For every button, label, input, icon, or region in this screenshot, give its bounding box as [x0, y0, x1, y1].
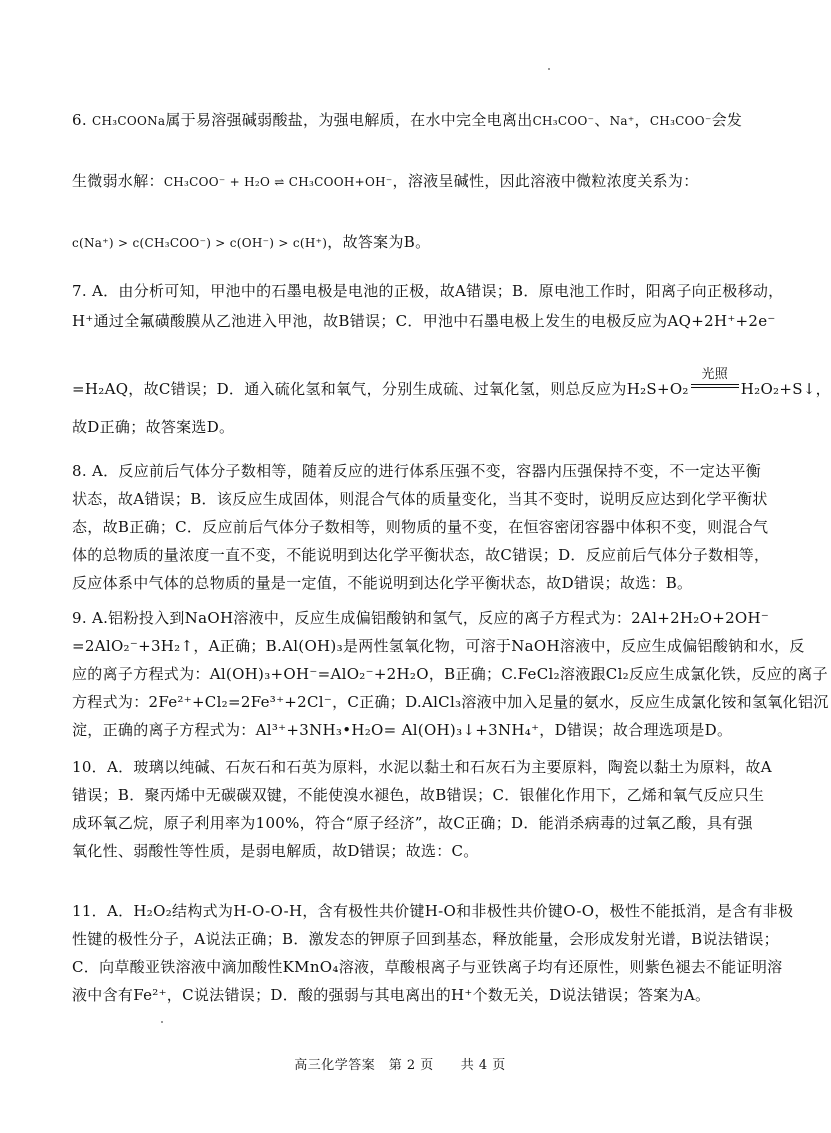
answer-7-line-3: =H₂AQ，故C错误；D．通入硫化氢和氧气，分别生成硫、过氧化氢，则总反应为H₂S+O₂ 光照 H₂O₂+S↓，: [72, 374, 732, 404]
formula-acetate: CH₃COO⁻: [532, 114, 595, 128]
answer-8-line: 8. A．反应前后气体分子数相等，随着反应的进行体系压强不变，容器内压强保持不变，不一定达平衡: [72, 462, 762, 480]
answer-8-line: 反应体系中气体的总物质的量是一定值，不能说明到达化学平衡状态，故D错误；故选：B。: [72, 574, 693, 592]
answer-9-line: 淀，正确的离子方程式为：Al³⁺+3NH₃•H₂O= Al(OH)₃↓+3NH₄⁺，D错误；故合理选项是D。: [72, 721, 733, 739]
answer-8: [72, 457, 770, 597]
formula-ch3coona: CH₃COONa: [91, 114, 166, 128]
answer-7: [72, 276, 831, 442]
answer-11-line: C．向草酸亚铁溶液中滴加酸性KMnO₄溶液，草酸根离子与亚铁离子均有还原性，则紫色褪去不能证明溶: [72, 958, 783, 976]
answer-11-line: 液中含有Fe²⁺，C说法错误；D．酸的强弱与其电离出的H⁺个数无关，D说法错误；答案为A。: [72, 986, 711, 1004]
formula-sodium-ion: Na⁺: [609, 114, 635, 128]
answer-6: [72, 104, 743, 259]
answer-10-line: 成环氧乙烷，原子利用率为100%，符合“原子经济”，故C正确；D．能消杀病毒的过氧乙酸，具有强: [72, 814, 753, 832]
condition-label: 光照: [701, 367, 729, 382]
scan-speck: [548, 68, 550, 70]
answer-9-line: =2AlO₂⁻+3H₂↑，A正确；B.Al(OH)₃是两性氢氧化物，可溶于NaOH溶液中，反应生成偏铝酸钠和水，反: [72, 637, 805, 655]
answer-7-line-4: 故D正确；故答案选D。: [72, 418, 235, 436]
answer-10-line: 10．A．玻璃以纯碱、石灰石和石英为原料，水泥以黏土和石灰石为主要原料，陶瓷以黏土为原料，故A: [72, 758, 772, 776]
hydrolysis-equation: CH₃COO⁻ + H₂O ⇌ CH₃COOH+OH⁻: [163, 175, 393, 189]
answer-6-line-1: 6. CH₃COONa属于易溶强碱弱酸盐，为强电解质，在水中完全电离出CH₃COO⁻、Na⁺，CH₃COO⁻会发: [72, 111, 743, 129]
scan-speck: [161, 1021, 163, 1023]
answer-7-line-1: 7. A．由分析可知，甲池中的石墨电极是电池的正极，故A错误；B．原电池工作时，阳离子向正极移动，: [72, 282, 784, 300]
answer-11: [72, 897, 794, 1009]
answer-6-line-3: c(Na⁺) > c(CH₃COO⁻) > c(OH⁻) > c(H⁺)，故答案为B。: [72, 233, 431, 251]
answer-9: [72, 604, 829, 744]
answer-9-line: 应的离子方程式为：Al(OH)₃+OH⁻=AlO₂⁻+2H₂O，B正确；C.FeCl₂溶液跟Cl₂反应生成氯化铁，反应的离子: [72, 665, 828, 683]
answer-7-line-2: H⁺通过全氟磺酸膜从乙池进入甲池，故B错误；C．甲池中石墨电极上发生的电极反应为AQ+2H⁺+2e⁻: [72, 312, 776, 330]
answer-9-line: 方程式为：2Fe²⁺+Cl₂=2Fe³⁺+2Cl⁻，C正确；D.AlCl₃溶液中加入足量的氨水，反应生成氯化铵和氢氧化铝沉: [72, 693, 829, 711]
answer-8-line: 体的总物质的量浓度一直不变，不能说明到达化学平衡状态，故C错误；D．反应前后气体分子数相等，: [72, 546, 770, 564]
answer-10: [72, 753, 772, 865]
formula-acetate: CH₃COO⁻: [649, 114, 712, 128]
answer-9-line: 9. A.铝粉投入到NaOH溶液中，反应生成偏铝酸钠和氢气，反应的离子方程式为：2Al+2H₂O+2OH⁻: [72, 609, 770, 627]
answer-10-line: 错误；B．聚丙烯中无碳碳双键，不能使溴水褪色，故B错误；C．银催化作用下，乙烯和氧气反应只生: [72, 786, 765, 804]
answer-11-line: 性键的极性分子，A说法正确；B．激发态的钾原子回到基态，释放能量，会形成发射光谱，B说法错误；: [72, 930, 779, 948]
concentration-relation: c(Na⁺) > c(CH₃COO⁻) > c(OH⁻) > c(H⁺): [72, 236, 328, 250]
condition-bar: [691, 384, 739, 385]
answer-8-line: 状态，故A错误；B．该反应生成固体，则混合气体的质量变化，当其不变时，说明反应达到化学平衡状: [72, 490, 768, 508]
condition-bar: [691, 387, 739, 388]
reaction-condition: [689, 367, 741, 398]
answer-10-line: 氧化性、弱酸性等性质，是弱电解质，故D错误；故选：C。: [72, 842, 479, 860]
page-footer: 高三化学答案 第 2 页 共 4 页: [294, 1058, 506, 1073]
answer-6-line-2: 生微弱水解：CH₃COO⁻ + H₂O ⇌ CH₃COOH+OH⁻，溶液呈碱性，因此溶液中微粒浓度关系为：: [72, 172, 699, 190]
answer-8-line: 态，故B正确；C．反应前后气体分子数相等，则物质的量不变，在恒容密闭容器中体积不变，则混合气: [72, 518, 769, 536]
answer-11-line: 11．A．H₂O₂结构式为H-O-O-H，含有极性共价键H-O和非极性共价键O-O，极性不能抵消，是含有非极: [72, 902, 794, 920]
